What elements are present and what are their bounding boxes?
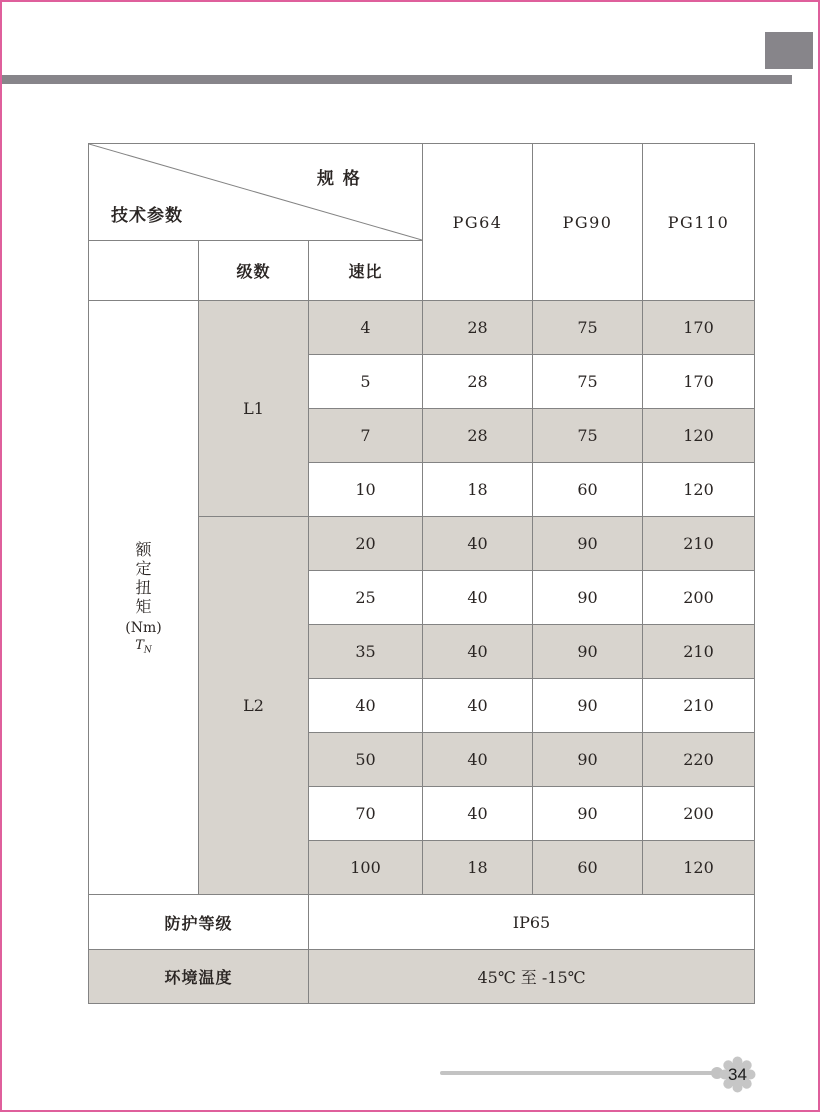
torque-symbol: $T_N$ — [135, 637, 152, 656]
cell-pg90: 90 — [533, 625, 643, 679]
page-number: 34 — [728, 1064, 747, 1084]
cell-pg90: 75 — [533, 301, 643, 355]
cell-pg110: 120 — [643, 409, 755, 463]
cell-pg90: 75 — [533, 409, 643, 463]
cell-ratio: 50 — [309, 733, 423, 787]
protection-class-label: 防护等级 — [89, 895, 309, 950]
column-header-pg110: PG110 — [643, 144, 755, 301]
cell-pg64: 28 — [423, 355, 533, 409]
cell-ratio: 5 — [309, 355, 423, 409]
cell-pg64: 28 — [423, 301, 533, 355]
cell-pg110: 220 — [643, 733, 755, 787]
cell-ratio: 25 — [309, 571, 423, 625]
cell-pg110: 210 — [643, 679, 755, 733]
protection-class-value: IP65 — [309, 895, 755, 950]
cell-pg64: 40 — [423, 787, 533, 841]
cell-pg110: 200 — [643, 787, 755, 841]
cell-pg64: 18 — [423, 841, 533, 895]
column-header-pg90: PG90 — [533, 144, 643, 301]
cell-pg64: 40 — [423, 625, 533, 679]
cell-pg64: 18 — [423, 463, 533, 517]
cell-pg64: 40 — [423, 571, 533, 625]
cell-pg90: 90 — [533, 787, 643, 841]
cell-pg90: 90 — [533, 679, 643, 733]
cell-pg110: 200 — [643, 571, 755, 625]
header-rule-bar — [2, 75, 792, 84]
empty-header-cell — [89, 241, 199, 301]
stage-group-l1: L1 — [199, 301, 309, 517]
cell-pg64: 40 — [423, 517, 533, 571]
cell-ratio: 4 — [309, 301, 423, 355]
cell-ratio: 35 — [309, 625, 423, 679]
cell-pg90: 60 — [533, 463, 643, 517]
cell-pg110: 120 — [643, 841, 755, 895]
cell-pg90: 90 — [533, 733, 643, 787]
cell-pg90: 90 — [533, 517, 643, 571]
cell-pg110: 170 — [643, 355, 755, 409]
cell-ratio: 7 — [309, 409, 423, 463]
cell-pg110: 120 — [643, 463, 755, 517]
cell-pg64: 40 — [423, 679, 533, 733]
header-corner-block — [765, 32, 813, 69]
cell-pg64: 28 — [423, 409, 533, 463]
torque-name-vertical: 额 定 扭 矩 — [135, 539, 152, 616]
cell-pg110: 210 — [643, 517, 755, 571]
cell-ratio: 10 — [309, 463, 423, 517]
cell-ratio: 40 — [309, 679, 423, 733]
torque-unit: (Nm) — [125, 619, 162, 636]
spec-table — [88, 143, 755, 1004]
ratio-header: 速比 — [309, 241, 423, 301]
cell-pg110: 210 — [643, 625, 755, 679]
ambient-temp-label: 环境温度 — [89, 950, 309, 1004]
torque-row-header — [89, 301, 199, 895]
cell-pg90: 75 — [533, 355, 643, 409]
corner-header-cell — [89, 144, 423, 241]
cell-ratio: 100 — [309, 841, 423, 895]
torque-label — [89, 540, 198, 656]
cell-ratio: 70 — [309, 787, 423, 841]
cell-pg110: 170 — [643, 301, 755, 355]
tech-params-label: 技术参数 — [111, 206, 183, 225]
stages-header: 级数 — [199, 241, 309, 301]
spec-header-label: 规 格 — [317, 169, 362, 188]
column-header-pg64: PG64 — [423, 144, 533, 301]
cell-pg90: 60 — [533, 841, 643, 895]
page-number-badge — [718, 1055, 757, 1094]
cell-pg90: 90 — [533, 571, 643, 625]
cell-ratio: 20 — [309, 517, 423, 571]
cell-pg64: 40 — [423, 733, 533, 787]
ambient-temp-value: 45℃ 至 -15℃ — [309, 950, 755, 1004]
stage-group-l2: L2 — [199, 517, 309, 895]
footer-rule-line — [440, 1071, 718, 1075]
